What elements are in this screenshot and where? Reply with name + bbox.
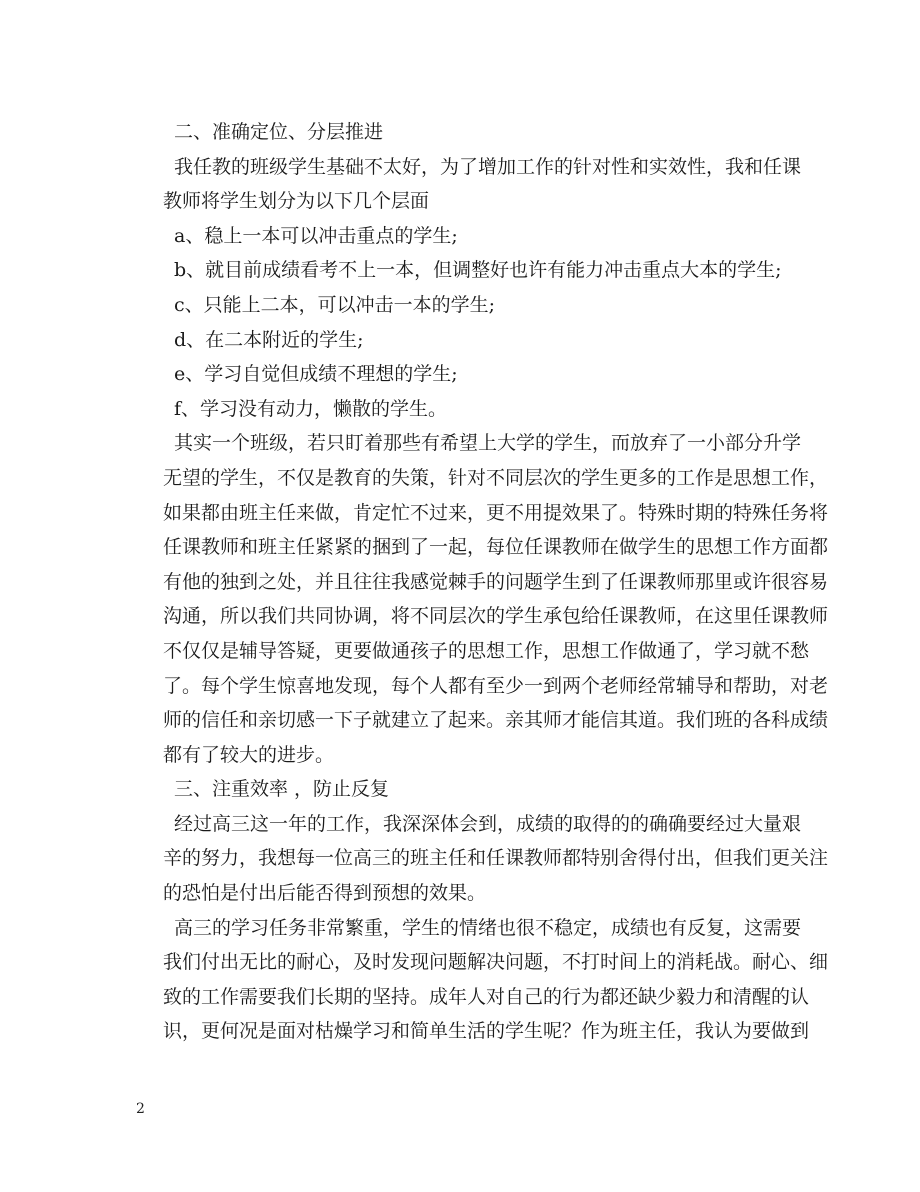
- paragraph-line: 无望的学生，不仅是教育的失策，针对不同层次的学生更多的工作是思想工作，: [163, 466, 829, 489]
- paragraph-line: 高三的学习任务非常繁重，学生的情绪也很不稳定，成绩也有反复，这需要: [174, 916, 802, 939]
- paragraph-line: 任课教师和班主任紧紧的捆到了一起，每位任课教师在做学生的思想工作方面都: [163, 536, 829, 559]
- paragraph-line: 识，更何况是面对枯燥学习和简单生活的学生呢？作为班主任，我认为要做到: [163, 1020, 810, 1043]
- paragraph-line: 如果都由班主任来做，肯定忙不过来，更不用提效果了。特殊时期的特殊任务将: [163, 501, 829, 524]
- body-text: [163, 115, 829, 1049]
- paragraph-line: 经过高三这一年的工作，我深深体会到，成绩的取得的的确确要经过大量艰: [174, 812, 802, 835]
- paragraph-line: 辛的努力，我想每一位高三的班主任和任课教师都特别舍得付出，但我们更关注: [163, 847, 829, 870]
- list-item: b、就目前成绩看考不上一本，但调整好也许有能力冲击重点大本的学生;: [174, 259, 782, 282]
- paragraph-line: 致的工作需要我们长期的坚持。成年人对自己的行为都还缺少毅力和清醒的认: [163, 985, 810, 1008]
- section-heading: 二、准确定位、分层推进: [174, 121, 384, 143]
- page-number: 2: [136, 1101, 145, 1117]
- paragraph-line: 我任教的班级学生基础不太好，为了增加工作的针对性和实效性，我和任课: [174, 155, 802, 178]
- paragraph-line: 了。每个学生惊喜地发现，每个人都有至少一到两个老师经常辅导和帮助，对老: [163, 674, 829, 697]
- paragraph-line: 我们付出无比的耐心，及时发现问题解决问题，不打时间上的消耗战。耐心、细: [163, 951, 829, 974]
- paragraph-line: 教师将学生划分为以下几个层面: [163, 190, 430, 213]
- paragraph-line: 其实一个班级，若只盯着那些有希望上大学的学生，而放弃了一小部分升学: [174, 432, 802, 455]
- paragraph-line: 的恐怕是付出后能否得到预想的效果。: [163, 882, 487, 905]
- list-item: c、只能上二本，可以冲击一本的学生;: [174, 293, 496, 316]
- paragraph-line: 沟通，所以我们共同协调，将不同层次的学生承包给任课教师，在这里任课教师: [163, 605, 829, 628]
- list-item: f、学习没有动力，懒散的学生。: [174, 397, 448, 420]
- list-item: d、在二本附近的学生;: [174, 328, 364, 351]
- paragraph-line: 有他的独到之处，并且往往我感觉棘手的问题学生到了任课教师那里或许很容易: [163, 570, 829, 593]
- paragraph-line: 都有了较大的进步。: [163, 743, 335, 766]
- list-item: e、学习自觉但成绩不理想的学生;: [174, 363, 458, 386]
- section-heading: 三、注重效率 ，防止反复: [174, 778, 390, 801]
- list-item: a、稳上一本可以冲击重点的学生;: [174, 224, 458, 247]
- paragraph-line: 不仅仅是辅导答疑，更要做通孩子的思想工作，思想工作做通了，学习就不愁: [163, 639, 810, 662]
- paragraph-line: 师的信任和亲切感一下子就建立了起来。亲其师才能信其道。我们班的各科成绩: [163, 709, 829, 732]
